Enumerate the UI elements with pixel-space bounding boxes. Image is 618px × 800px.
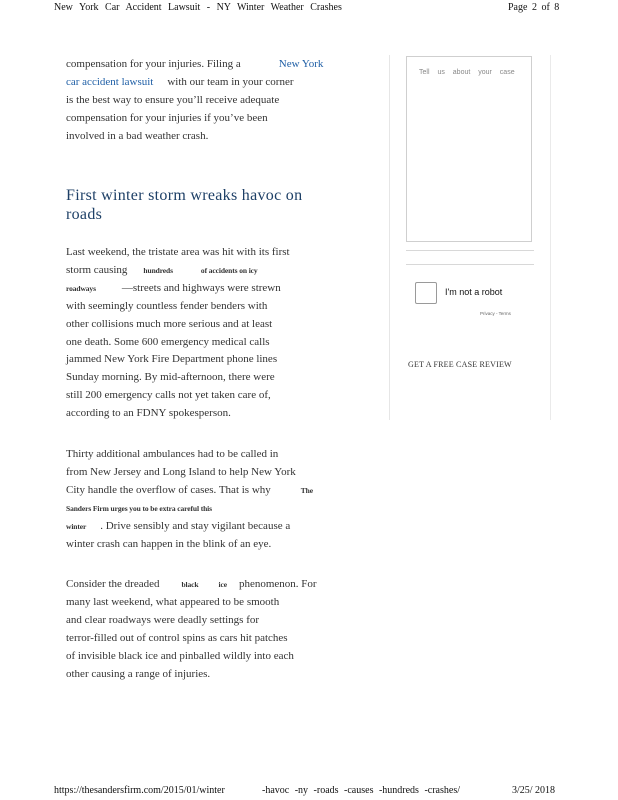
footer-url-end: -havoc -ny -roads -causes -hundreds -crashes/ xyxy=(262,785,460,796)
emphasis-ice: ice xyxy=(218,580,227,589)
nyc-accident-link-part1[interactable]: New York xyxy=(278,58,324,70)
p2-line: from New Jersey and Long Island to help New York xyxy=(66,465,296,478)
divider xyxy=(406,264,534,265)
page-number: Page 2 of 8 xyxy=(508,2,560,13)
p2-line: Thirty additional ambulances had to be called in xyxy=(66,448,279,460)
section-heading: First winter storm wreaks havoc on roads xyxy=(66,187,303,223)
emphasis-black: black xyxy=(181,580,199,589)
p2-text: . Drive sensibly and stay vigilant because a xyxy=(100,519,291,532)
p3-text: phenomenon. For xyxy=(238,578,317,590)
paragraph-2 xyxy=(66,446,356,553)
intro-text: compensation for your injuries. Filing a xyxy=(66,58,241,70)
footer-date: 3/25/ 2018 xyxy=(512,785,556,796)
p3-line: many last weekend, what appeared to be smooth xyxy=(66,595,280,608)
emphasis-roadways: roadways xyxy=(66,283,96,293)
intro-paragraph xyxy=(66,56,356,146)
recaptcha-links[interactable]: Privacy - Terms xyxy=(480,311,511,316)
nyc-accident-link-part2[interactable]: car accident lawsuit xyxy=(66,75,154,88)
p1-line: according to an FDNY spokesperson. xyxy=(66,407,231,420)
p1-text: storm causing xyxy=(66,263,128,276)
p2-text: City handle the overflow of cases. That is why xyxy=(66,483,271,496)
sidebar-divider-left xyxy=(389,55,390,420)
p2-line: winter crash can happen in the blink of an eye. xyxy=(66,537,272,550)
p3-line: and clear roadways were deadly settings for xyxy=(66,613,260,626)
emphasis-the: The xyxy=(300,485,313,495)
intro-text-2: with our team in your corner xyxy=(167,75,294,88)
p1-line: with seemingly countless fender benders with xyxy=(66,299,268,312)
sidebar-divider-right xyxy=(550,55,551,420)
recaptcha-checkbox[interactable] xyxy=(415,282,437,304)
p3-line: other causing a range of injuries. xyxy=(66,667,211,680)
paragraph-1 xyxy=(66,244,356,423)
footer-url-start: https://thesandersfirm.com/2015/01/winter xyxy=(54,785,225,796)
p1-line: still 200 emergency calls not yet taken care of, xyxy=(66,389,271,402)
paragraph-3 xyxy=(66,576,356,683)
p1-line: other collisions much more serious and at least xyxy=(66,317,273,330)
emphasis-accidents: of accidents on icy xyxy=(200,265,258,275)
p1-line: one death. Some 600 emergency medical calls xyxy=(66,335,270,348)
p3-line: terror-filled out of control spins as cars hit patches xyxy=(66,631,288,644)
p1-line: jammed New York Fire Department phone lines xyxy=(66,353,278,366)
recaptcha-label: I'm not a robot xyxy=(445,287,503,297)
p1-line: Last weekend, the tristate area was hit with its first xyxy=(66,246,290,258)
p3-text: Consider the dreaded xyxy=(66,578,160,590)
emphasis-hundreds: hundreds xyxy=(143,265,173,275)
intro-line-4: compensation for your injuries if you’ve been xyxy=(66,111,268,124)
emphasis-winter: winter xyxy=(66,521,87,531)
intro-line-3: is the best way to ensure you’ll receive adequate xyxy=(66,93,280,106)
p1-text: —streets and highways were strewn xyxy=(121,281,281,294)
p3-line: of invisible black ice and pinballed wildly into each xyxy=(66,649,294,662)
intro-line-5: involved in a bad weather crash. xyxy=(66,129,209,142)
p1-line: Sunday morning. By mid-afternoon, there were xyxy=(66,371,275,384)
case-description-textarea[interactable]: Tell us about your case xyxy=(406,56,532,242)
divider xyxy=(406,250,534,251)
free-case-review-button[interactable]: GET A FREE CASE REVIEW xyxy=(408,360,512,369)
emphasis-firm-urges: Sanders Firm urges you to be extra careful this xyxy=(66,503,212,513)
page-header-title: New York Car Accident Lawsuit - NY Winter Weather Crashes xyxy=(54,2,342,13)
